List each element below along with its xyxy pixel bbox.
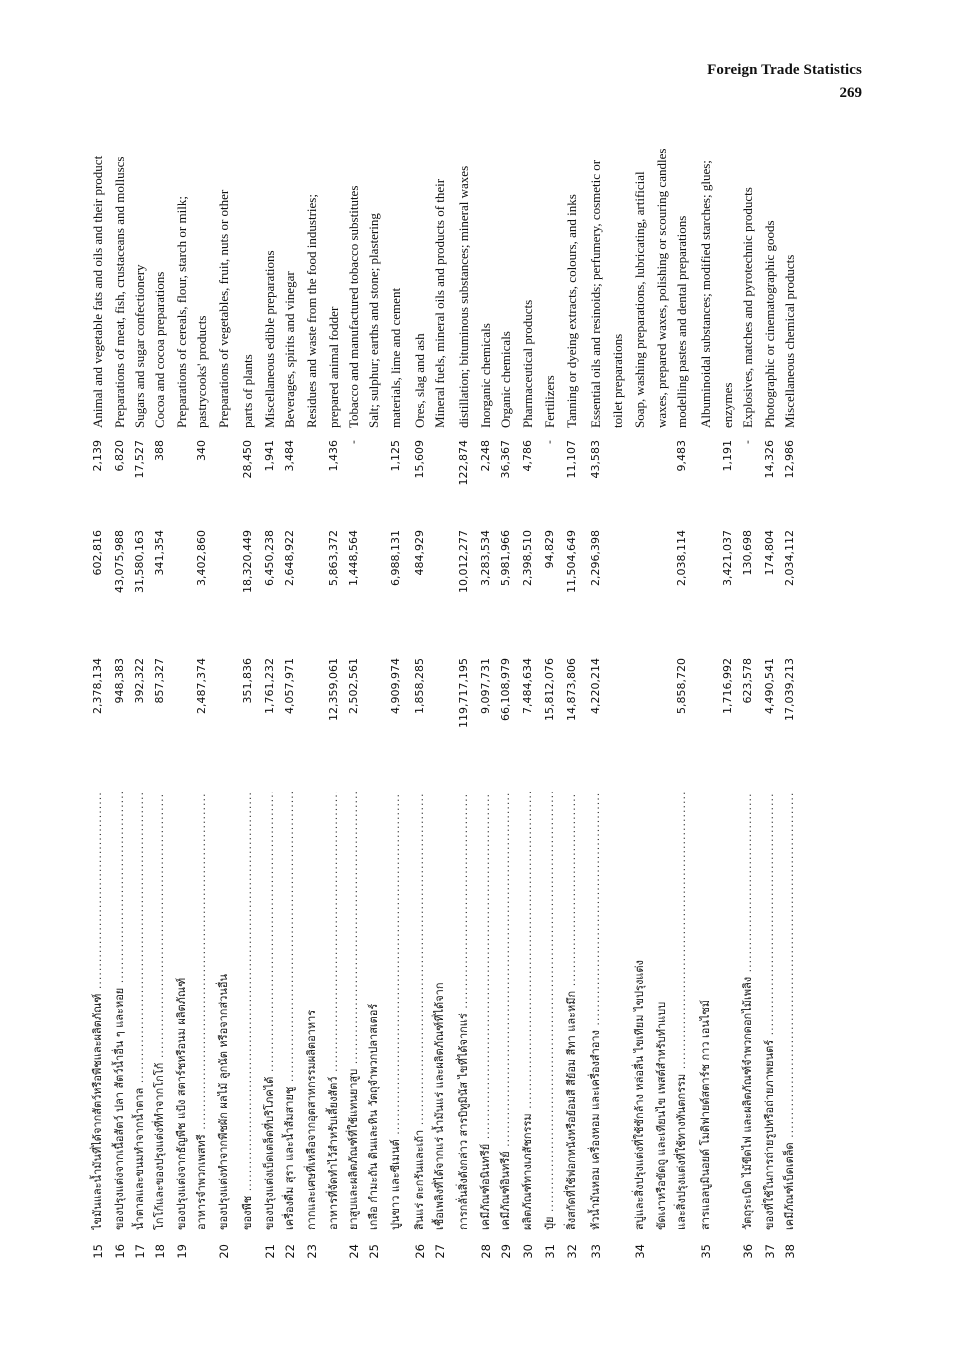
english-description: Cocoa and cocoa preparations [152, 271, 167, 428]
value-column-1: 4,909,974 [389, 658, 402, 714]
thai-description: สารแอลบูมินอยด์ โมดิฟายด์สตาร์ช กาว เอนไซม์ [699, 999, 712, 1230]
item-number: 16 [113, 1244, 127, 1259]
english-description: Miscellaneous edible preparations [262, 250, 277, 428]
table-row [238, 126, 258, 1268]
thai-description: เคมีภัณฑ์เบ็ดเตล็ด ..... [780, 792, 800, 1230]
table-row [192, 126, 212, 1268]
value-column-3: 388 [153, 440, 166, 461]
value-column-1: 119,717,195 [457, 658, 470, 728]
value-column-1: 1,761,232 [263, 658, 276, 714]
value-column-3: 2,139 [91, 440, 104, 472]
value-column-3: 11,107 [565, 440, 578, 479]
publication-title: Foreign Trade Statistics [707, 62, 862, 78]
table-row [430, 126, 450, 1268]
table-row [88, 126, 108, 1268]
value-column-2: 1,448,564 [347, 530, 360, 586]
thai-description: สิ่งสกัดที่ใช้ฟอกหนังหรือย้อมสี สีย้อม สีทา และหมึก ..... [562, 792, 582, 1230]
value-column-2: 10,012,277 [457, 530, 470, 593]
english-description: Mineral fuels, mineral oils and products of their [432, 178, 447, 428]
trade-statistics-table [82, 126, 872, 1268]
table-row [780, 126, 800, 1268]
page-header [707, 62, 862, 102]
item-number: 36 [741, 1244, 755, 1259]
thai-description: ของปรุงแต่งทำจากพืชผัก ผลไม้ ลูกนัต หรือจากส่วนอื่น [217, 973, 230, 1230]
value-column-2: 130,698 [741, 530, 754, 576]
table-row [410, 126, 430, 1268]
english-description: Fertilizers [542, 375, 557, 428]
thai-description: เครื่องดื่ม สุรา และน้ำส้มสายชู ..... [280, 792, 300, 1230]
thai-description: ของปรุงแต่งจากเนื้อสัตว์ ปลา สัตว์น้ำอื่น ๆ และหอย ..... [110, 792, 130, 1230]
thai-description: อาหารที่จัดทำไว้สำหรับเลี้ยงสัตว์ ..... [324, 792, 344, 1230]
value-column-1: 857,327 [153, 658, 166, 704]
value-column-1: 2,487,374 [195, 658, 208, 714]
english-description: Organic chemicals [498, 331, 513, 428]
thai-description: ของพืช ..... [238, 792, 258, 1230]
value-column-2: 6,988,131 [389, 530, 402, 586]
value-column-2: 341,354 [153, 530, 166, 576]
table-row [172, 126, 192, 1268]
item-number: 26 [413, 1244, 427, 1259]
item-number: 17 [133, 1244, 147, 1259]
value-column-1: 948,383 [113, 658, 126, 704]
value-column-3: - [347, 440, 360, 444]
english-description: Tanning or dyeing extracts, colours, and inks [564, 194, 579, 428]
thai-description: ของปรุงแต่งเบ็ดเตล็ดที่บริโภคได้ ..... [260, 792, 280, 1230]
value-column-3: 4,786 [521, 440, 534, 472]
thai-description: โกโก้และของปรุงแต่งที่ทำจากโกโก้ ..... [150, 792, 170, 1230]
thai-description: กากและเศษที่เหลือจากอุตสาหกรรมผลิตอาหาร [305, 1009, 318, 1230]
value-column-1: 392,322 [133, 658, 146, 704]
table-row [760, 126, 780, 1268]
thai-description: เคมีภัณฑ์อนินทรีย์ ..... [476, 792, 496, 1230]
table-row [518, 126, 538, 1268]
value-column-3: 17,527 [133, 440, 146, 479]
english-description: prepared animal fodder [326, 306, 341, 428]
english-description: modelling pastes and dental preparations [674, 215, 689, 428]
english-description: Miscellaneous chemical products [782, 254, 797, 428]
english-description: Essential oils and resinoids; perfumery, cosmetic or [588, 159, 603, 428]
english-description: Soap, washing preparations, lubricating, artificial [632, 171, 647, 428]
table-row [214, 126, 234, 1268]
thai-description: ปุ๋ย ..... [540, 792, 560, 1230]
thai-description: ปูนขาว และซีเมนต์ ..... [386, 792, 406, 1230]
thai-description: ขัดเงาหรือขัดถู และเทียนไข เพสต์สำหรับทำแบบ [655, 1001, 668, 1230]
value-column-3: 28,450 [241, 440, 254, 479]
item-number: 23 [305, 1244, 319, 1259]
thai-description: หัวน้ำมันหอม เครื่องหอม และเครื่องสำอาง ..... [586, 792, 606, 1230]
english-description: Albuminoidal substances; modified starches; glues; [698, 160, 713, 428]
value-column-3: - [741, 440, 754, 444]
value-column-2: 18,320,449 [241, 530, 254, 593]
english-description: Tobacco and manufactured tobacco substitutes [346, 185, 361, 428]
thai-description: และสิ่งปรุงแต่งที่ใช้ทางทันตกรรม ..... [672, 792, 692, 1230]
value-column-1: 15,812,076 [543, 658, 556, 721]
english-description: pastrycooks' products [194, 315, 209, 428]
value-column-2: 174,804 [763, 530, 776, 576]
table-row [280, 126, 300, 1268]
value-column-1: 4,220,214 [589, 658, 602, 714]
english-description: toilet preparations [610, 333, 625, 428]
table-row [608, 126, 628, 1268]
value-column-2: 602,816 [91, 530, 104, 576]
english-description: Sugars and sugar confectionery [132, 264, 147, 428]
table-row [364, 126, 384, 1268]
value-column-2: 94,829 [543, 530, 556, 569]
item-number: 25 [367, 1244, 381, 1259]
value-column-2: 2,398,510 [521, 530, 534, 586]
value-column-1: 2,378,134 [91, 658, 104, 714]
value-column-2: 3,283,534 [479, 530, 492, 586]
table-row [562, 126, 582, 1268]
thai-description: ของที่ใช้ในการถ่ายรูปหรือถ่ายภาพยนตร์ ..... [760, 792, 780, 1230]
thai-description: เคมีภัณฑ์อินทรีย์ ..... [496, 792, 516, 1230]
item-number: 31 [543, 1244, 557, 1259]
value-column-3: 1,941 [263, 440, 276, 472]
value-column-3: 1,125 [389, 440, 402, 472]
table-row [454, 126, 474, 1268]
table-row [738, 126, 758, 1268]
english-description: distillation; bituminous substances; mineral waxes [456, 165, 471, 428]
table-row [630, 126, 650, 1268]
item-number: 29 [499, 1244, 513, 1259]
value-column-3: 122,874 [457, 440, 470, 486]
value-column-3: 14,326 [763, 440, 776, 479]
value-column-3: 9,483 [675, 440, 688, 472]
item-number: 37 [763, 1244, 777, 1259]
thai-description: วัตถุระเบิด ไม้ขีดไฟ และผลิตภัณฑ์จำพวกดอกไม้เพลิง ..... [738, 792, 758, 1230]
thai-description: อาหารจำพวกเพสทรี ..... [192, 792, 212, 1230]
thai-description: เกลือ กำมะถัน ดินและหิน วัตถุจำพวกปลาสเตอร์ [367, 1003, 380, 1230]
value-column-2: 2,038,114 [675, 530, 688, 586]
item-number: 38 [783, 1244, 797, 1259]
item-number: 18 [153, 1244, 167, 1259]
english-description: Preparations of vegetables, fruit, nuts or other [216, 189, 231, 428]
table-row [386, 126, 406, 1268]
table-row [540, 126, 560, 1268]
english-description: parts of plants [240, 354, 255, 428]
value-column-1: 14,873,806 [565, 658, 578, 721]
english-description: Salt; sulphur; earths and stone; plastering [366, 213, 381, 428]
value-column-1: 1,716,992 [721, 658, 734, 714]
table-row [302, 126, 322, 1268]
item-number: 34 [633, 1244, 647, 1259]
value-column-1: 351,836 [241, 658, 254, 704]
item-number: 32 [565, 1244, 579, 1259]
value-column-2: 484,929 [413, 530, 426, 576]
item-number: 27 [433, 1244, 447, 1259]
item-number: 22 [283, 1244, 297, 1259]
value-column-1: 9,097,731 [479, 658, 492, 714]
thai-description: เชื้อเพลิงที่ได้จากแร่ น้ำมันแร่ และผลิตภัณฑ์ที่ได้จาก [433, 982, 446, 1230]
english-description: Preparations of cereals, flour, starch or milk; [174, 196, 189, 428]
english-description: Residues and waste from the food industries; [304, 194, 319, 428]
thai-description: ของปรุงแต่งจากธัญพืช แป้ง สตาร์ชหรือนม ผลิตภัณฑ์ [175, 977, 188, 1230]
english-description: Photographic or cinematographic goods [762, 220, 777, 428]
table-row [652, 126, 672, 1268]
table-row [696, 126, 716, 1268]
value-column-3: 15,609 [413, 440, 426, 479]
item-number: 28 [479, 1244, 493, 1259]
english-description: Pharmaceutical products [520, 299, 535, 428]
value-column-1: 5,858,720 [675, 658, 688, 714]
value-column-3: - [543, 440, 556, 444]
value-column-2: 3,421,037 [721, 530, 734, 586]
value-column-3: 2,248 [479, 440, 492, 472]
item-number: 15 [91, 1244, 105, 1259]
english-description: Explosives, matches and pyrotechnic products [740, 187, 755, 428]
value-column-3: 12,986 [783, 440, 796, 479]
value-column-3: 1,436 [327, 440, 340, 472]
value-column-2: 43,075,988 [113, 530, 126, 593]
table-row [130, 126, 150, 1268]
value-column-1: 4,490,541 [763, 658, 776, 714]
thai-description: ผลิตภัณฑ์ทางเภสัชกรรม ..... [518, 792, 538, 1230]
table-row [718, 126, 738, 1268]
thai-description: สบู่และสิ่งปรุงแต่งที่ใช้ซักล้าง หล่อลื่น ไขเทียม ไขปรุงแต่ง [633, 960, 646, 1230]
table-row [324, 126, 344, 1268]
page-number: 269 [839, 85, 862, 101]
value-column-1: 4,057,971 [283, 658, 296, 714]
value-column-3: 43,583 [589, 440, 602, 479]
value-column-1: 17,039,213 [783, 658, 796, 721]
table-row [476, 126, 496, 1268]
value-column-2: 5,981,966 [499, 530, 512, 586]
english-description: Preparations of meat, fish, crustaceans and molluscs [112, 156, 127, 428]
english-description: waxes, prepared waxes, polishing or scouring candles [654, 148, 669, 428]
value-column-3: 3,484 [283, 440, 296, 472]
value-column-1: 12,359,061 [327, 658, 340, 721]
table-row [672, 126, 692, 1268]
thai-description: ยาสูบและผลิตภัณฑ์ที่ใช้แทนยาสูบ ..... [344, 792, 364, 1230]
table-row [586, 126, 606, 1268]
value-column-2: 3,402,860 [195, 530, 208, 586]
value-column-3: 1,191 [721, 440, 734, 472]
value-column-3: 340 [195, 440, 208, 461]
table-row [344, 126, 364, 1268]
english-description: Inorganic chemicals [478, 323, 493, 428]
value-column-2: 2,034,112 [783, 530, 796, 586]
thai-description: การกลั่นสิ่งดังกล่าว สารบิทูมินัส ไขที่ได้จากแร่ ..... [454, 792, 474, 1230]
value-column-2: 31,580,163 [133, 530, 146, 593]
item-number: 30 [521, 1244, 535, 1259]
english-description: enzymes [720, 382, 735, 428]
english-description: Animal and vegetable fats and oils and their product [90, 155, 105, 428]
value-column-1: 2,502,561 [347, 658, 360, 714]
english-description: materials, lime and cement [388, 287, 403, 428]
value-column-3: 6,820 [113, 440, 126, 472]
item-number: 33 [589, 1244, 603, 1259]
table-row [496, 126, 516, 1268]
value-column-2: 2,296,398 [589, 530, 602, 586]
value-column-2: 2,648,922 [283, 530, 296, 586]
table-row [260, 126, 280, 1268]
value-column-2: 5,863,372 [327, 530, 340, 586]
item-number: 21 [263, 1244, 277, 1259]
value-column-3: 36,367 [499, 440, 512, 479]
item-number: 35 [699, 1244, 713, 1259]
table-row [110, 126, 130, 1268]
item-number: 19 [175, 1244, 189, 1259]
english-description: Ores, slag and ash [412, 333, 427, 428]
table-row [150, 126, 170, 1268]
value-column-1: 66,108,979 [499, 658, 512, 721]
value-column-2: 11,504,649 [565, 530, 578, 593]
value-column-1: 7,484,634 [521, 658, 534, 714]
thai-description: ไขมันและน้ำมันที่ได้จากสัตว์หรือพืชและผลิตภัณฑ์ ..... [88, 792, 108, 1230]
value-column-1: 1,858,285 [413, 658, 426, 714]
item-number: 20 [217, 1244, 231, 1259]
thai-description: น้ำตาลและขนมทำจากน้ำตาล ..... [130, 792, 150, 1230]
thai-description: สินแร่ ตะกรันและเถ้า ..... [410, 792, 430, 1230]
value-column-1: 623,578 [741, 658, 754, 704]
english-description: Beverages, spirits and vinegar [282, 271, 297, 428]
item-number: 24 [347, 1244, 361, 1259]
value-column-2: 6,450,238 [263, 530, 276, 586]
